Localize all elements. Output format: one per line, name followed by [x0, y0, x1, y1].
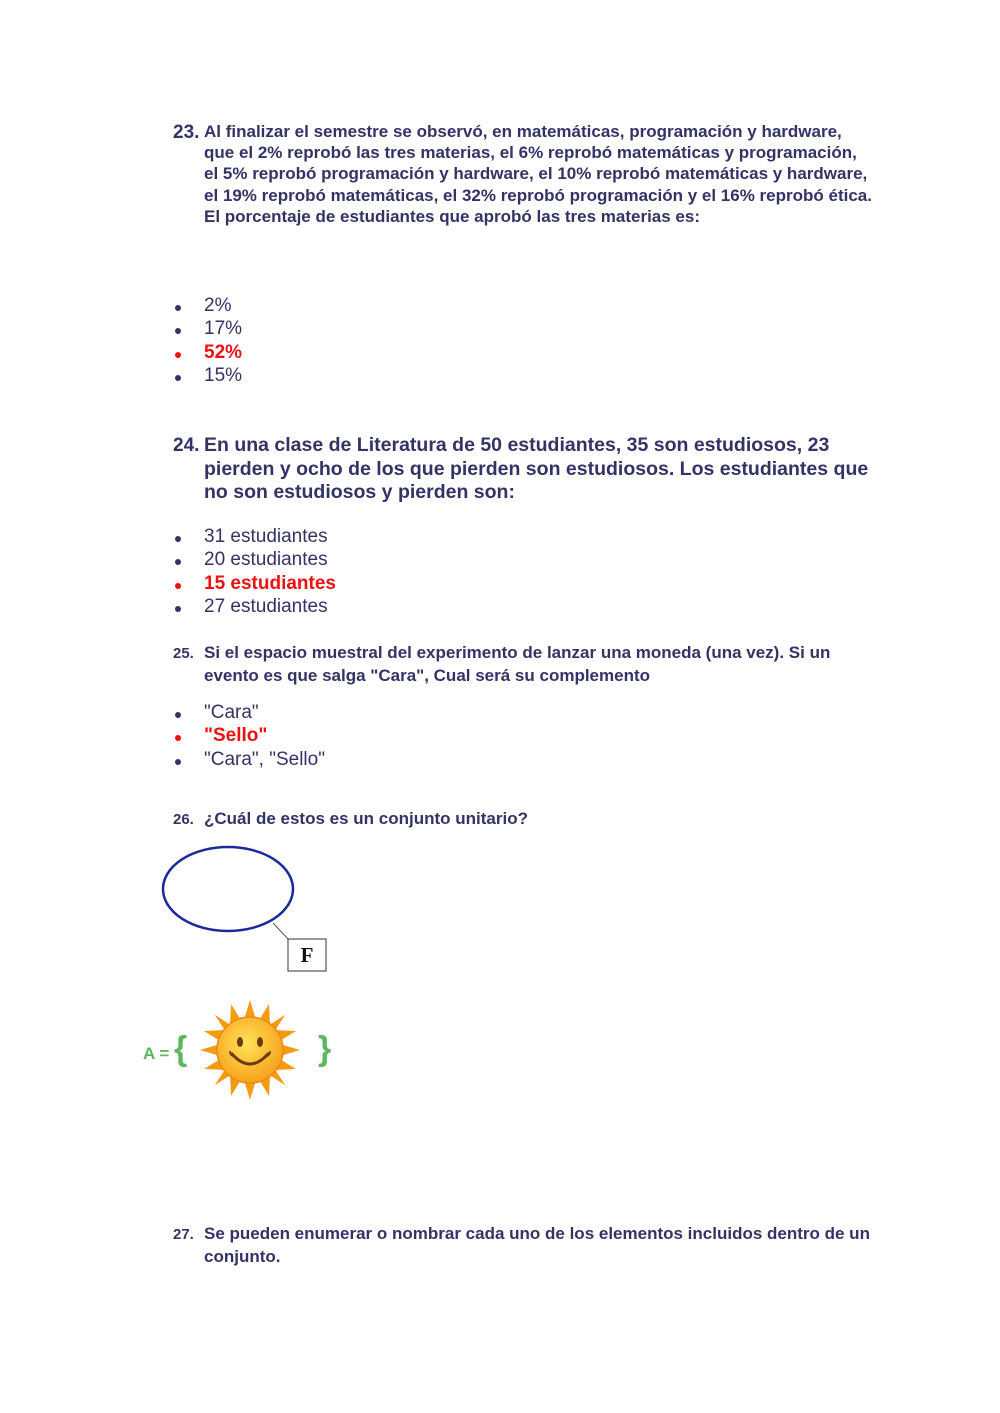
- option-a[interactable]: 2%: [174, 294, 242, 317]
- set-label: F: [300, 943, 314, 967]
- sun-icon: [198, 998, 302, 1102]
- question-text: ¿Cuál de estos es un conjunto unitario?: [204, 809, 528, 828]
- option-b-correct[interactable]: "Sello": [174, 724, 325, 747]
- question-number: 25.: [173, 645, 194, 662]
- options-list-25: [174, 701, 325, 771]
- option-a[interactable]: 31 estudiantes: [174, 525, 336, 548]
- question-text: Se pueden enumerar o nombrar cada uno de los elementos incluidos dentro de un conjunto.: [204, 1224, 870, 1266]
- question-number: 23.: [173, 122, 200, 143]
- option-b[interactable]: 20 estudiantes: [174, 548, 336, 571]
- options-list-23: [174, 294, 242, 387]
- open-brace: {: [174, 1030, 188, 1068]
- question-25: [173, 642, 873, 687]
- question-number: 27.: [173, 1226, 194, 1243]
- set-name-label: A =: [143, 1044, 170, 1063]
- empty-set-figure[interactable]: [155, 843, 335, 978]
- option-c[interactable]: "Cara", "Sello": [174, 748, 325, 771]
- options-list-24: [174, 525, 336, 618]
- question-text: Si el espacio muestral del experimento de lanzar una moneda (una vez). Si un evento es que salga "Cara", Cual será su complemento: [204, 643, 831, 685]
- question-27: [173, 1223, 873, 1268]
- close-brace: }: [318, 1030, 332, 1068]
- option-b[interactable]: 17%: [174, 317, 242, 340]
- option-a[interactable]: "Cara": [174, 701, 325, 724]
- question-26: [173, 808, 873, 831]
- question-24: [173, 434, 873, 505]
- option-d[interactable]: 15%: [174, 364, 242, 387]
- sun-set-figure[interactable]: [140, 995, 340, 1105]
- option-d[interactable]: 27 estudiantes: [174, 595, 336, 618]
- option-c-correct[interactable]: 15 estudiantes: [174, 572, 336, 595]
- option-c-correct[interactable]: 52%: [174, 341, 242, 364]
- question-text: Al finalizar el semestre se observó, en matemáticas, programación y hardware, que el 2% reprobó las tres materias, el 6% reprobó matemáticas y programación, el 5% reprobó programación y hardware, el 10% reprobó matemáticas y hardware, el 19% reprobó matemáticas, el 32% reprobó programación y el 16% reprobó ética. El porcentaje de estudiantes que aprobó las tres materias es:: [204, 122, 872, 226]
- question-23: [173, 121, 873, 227]
- question-number: 26.: [173, 811, 194, 828]
- question-number: 24.: [173, 435, 200, 456]
- question-text: En una clase de Literatura de 50 estudiantes, 35 son estudiosos, 23 pierden y ocho de los que pierden son estudiosos. Los estudiantes que no son estudiosos y pierden son:: [204, 434, 869, 503]
